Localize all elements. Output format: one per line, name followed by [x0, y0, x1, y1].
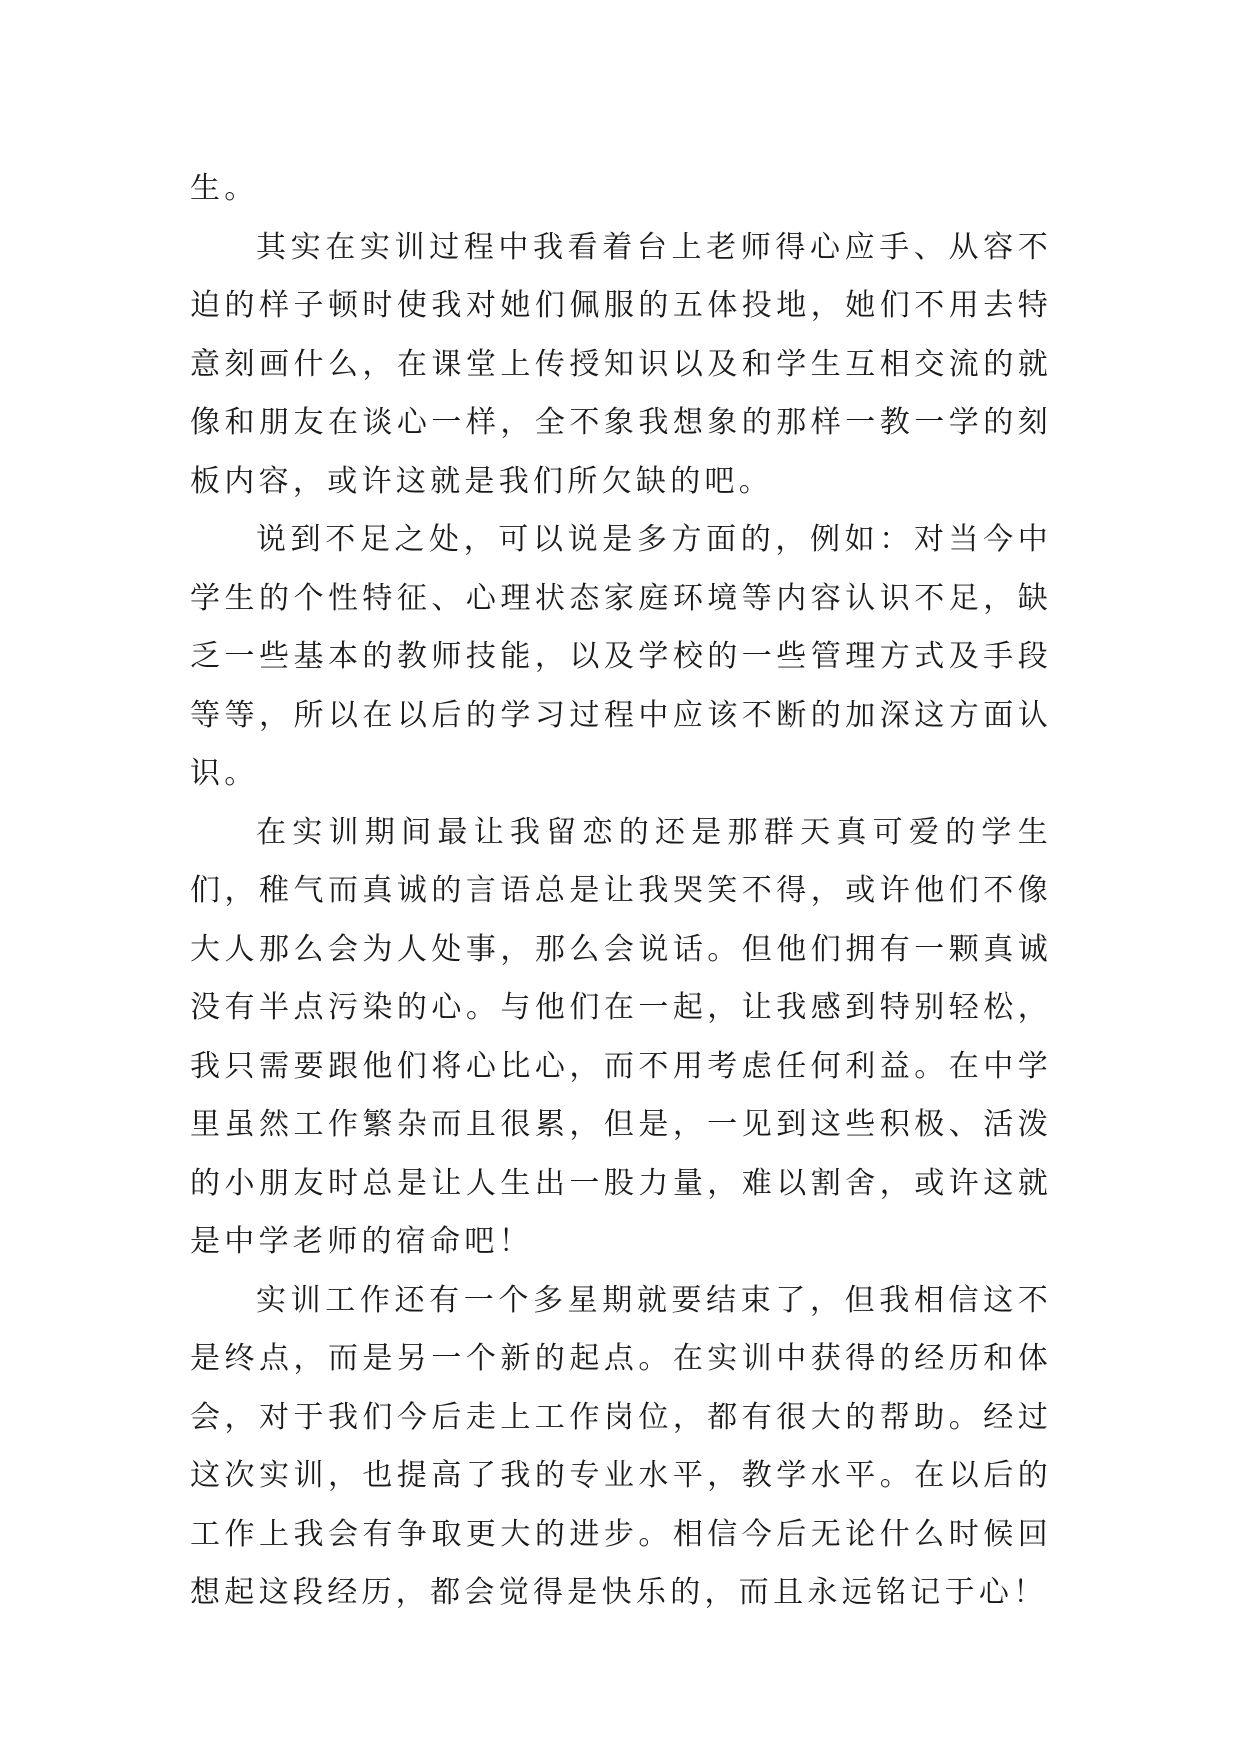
paragraph-conclusion: 实训工作还有一个多星期就要结束了，但我相信这不是终点，而是另一个新的起点。在实训中获得的经历和体会，对于我们今后走上工作岗位，都有很大的帮助。经过这次实训，也提高了我的专业水平，教学水平。在以后的工作上我会有争取更大的进步。相信今后无论什么时候回想起这段经历，都会觉得是快乐的，而且永远铭记于心！: [190, 1282, 1052, 1610]
paragraph-continuation: 生。: [190, 171, 259, 206]
document-body: [190, 160, 1052, 1623]
paragraph-shortcomings: 说到不足之处，可以说是多方面的，例如：对当今中学生的个性特征、心理状态家庭环境等内容认识不足，缺乏一些基本的教师技能，以及学校的一些管理方式及手段等等，所以在以后的学习过程中应该不断的加深这方面认识。: [190, 522, 1052, 791]
paragraph-students: 在实训期间最让我留恋的还是那群天真可爱的学生们，稚气而真诚的言语总是让我哭笑不得，或许他们不像大人那么会为人处事，那么会说话。但他们拥有一颗真诚没有半点污染的心。与他们在一起，让我感到特别轻松，我只需要跟他们将心比心，而不用考虑任何利益。在中学里虽然工作繁杂而且很累，但是，一见到这些积极、活泼的小朋友时总是让人生出一股力量，难以割舍，或许这就是中学老师的宿命吧！: [190, 814, 1052, 1259]
paragraph-teacher-observation: 其实在实训过程中我看着台上老师得心应手、从容不迫的样子顿时使我对她们佩服的五体投地，她们不用去特意刻画什么，在课堂上传授知识以及和学生互相交流的就像和朋友在谈心一样，全不象我想象的那样一教一学的刻板内容，或许这就是我们所欠缺的吧。: [190, 229, 1052, 499]
